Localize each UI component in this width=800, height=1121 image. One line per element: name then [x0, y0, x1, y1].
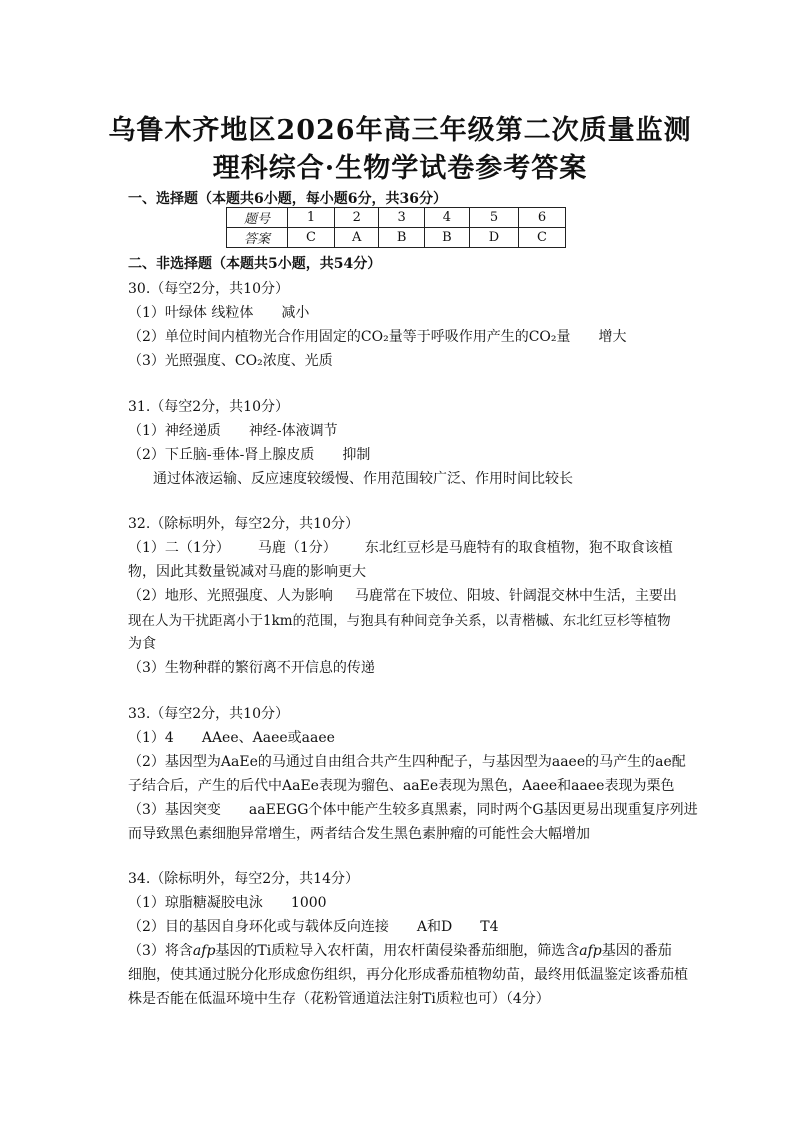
- table-row: [227, 228, 566, 248]
- table-cell: 6: [519, 208, 566, 228]
- q32-answer-1: [128, 537, 673, 557]
- answer-text: 马鹿（1分）: [257, 540, 337, 556]
- answer-text: （3）基因突变: [128, 802, 221, 818]
- answer-text: （2）目的基因自身环化或与载体反向连接: [128, 919, 389, 935]
- table-cell: A: [334, 228, 379, 248]
- answer-text: 东北红豆杉是马鹿特有的取食植物，狍不取食该植: [364, 540, 673, 556]
- q32-answer-1-cont: 物，因此其数量锐减对马鹿的影响更大: [128, 564, 366, 580]
- table-cell: 2: [334, 208, 379, 228]
- answer-text: 减小: [281, 305, 310, 321]
- q30-header: 30.（每空2分，共10分）: [128, 281, 289, 297]
- q34-answer-3-end: 株是否能在低温环境中生存（花粉管通道法注射Ti质粒也可）（4分）: [128, 991, 550, 1007]
- q33-answer-3-cont: 而导致黑色素细胞异常增生，两者结合发生黑色素肿瘤的可能性会大幅增加: [128, 826, 590, 842]
- q32-answer-3: （3）生物种群的繁衍离不开信息的传递: [128, 660, 375, 676]
- row-label-answer: 答案: [227, 228, 288, 248]
- q32-answer-2-cont: 现在人为干扰距离小于1km的范围，与狍具有种间竞争关系，以青楷槭、东北红豆杉等植物: [128, 613, 671, 629]
- answer-text: A和D: [416, 919, 453, 935]
- q32-answer-2: [128, 585, 677, 605]
- answer-text: aaEEGG个体中能产生较多真黑素，同时两个G基因更易出现重复序列进: [248, 802, 698, 818]
- answer-text: （2）下丘脑-垂体-肾上腺皮质: [128, 447, 315, 463]
- q33-answer-2-cont: 子结合后，产生的后代中AaEe表现为骝色、aaEe表现为黑色，Aaee和aaee表现为栗色: [128, 778, 675, 794]
- answer-text: （2）单位时间内植物光合作用固定的CO₂量等于呼吸作用产生的CO₂量: [128, 329, 571, 345]
- answer-text: 增大: [598, 329, 627, 345]
- table-cell: 4: [424, 208, 469, 228]
- q31-header: 31.（每空2分，共10分）: [128, 399, 289, 415]
- page-subtitle: 理科综合·生物学试卷参考答案: [212, 153, 588, 184]
- q34-answer-3: [128, 940, 672, 960]
- row-label-number: 题号: [227, 208, 288, 228]
- page-title: 乌鲁木齐地区2026年高三年级第二次质量监测: [108, 115, 692, 146]
- table-cell: C: [519, 228, 566, 248]
- q33-header: 33.（每空2分，共10分）: [128, 706, 289, 722]
- answer-text: （1）琼脂糖凝胶电泳: [128, 895, 263, 911]
- table-cell: B: [424, 228, 469, 248]
- section1-heading: 一、选择题（本题共6小题，每小题6分，共36分）: [128, 191, 447, 207]
- q34-answer-2: [128, 916, 499, 936]
- answer-text: 抑制: [342, 447, 371, 463]
- answer-text: （1）二（1分）: [128, 540, 230, 556]
- table-cell: 5: [470, 208, 519, 228]
- q30-answer-3: （3）光照强度、CO₂浓度、光质: [128, 353, 333, 369]
- q31-answer-3: 通过体液运输、反应速度较缓慢、作用范围较广泛、作用时间比较长: [153, 471, 573, 487]
- q33-answer-2: （2）基因型为AaEe的马通过自由组合共产生四种配子，与基因型为aaee的马产生的ae配: [128, 754, 686, 770]
- table-cell: C: [288, 228, 335, 248]
- choice-answer-table: [226, 207, 566, 248]
- q30-answer-1: [128, 302, 309, 322]
- q32-header: 32.（除标明外，每空2分，共10分）: [128, 516, 359, 532]
- q31-answer-2: [128, 444, 370, 464]
- q34-header: 34.（除标明外，每空2分，共14分）: [128, 871, 359, 887]
- table-cell: B: [379, 228, 424, 248]
- answer-text: 基因的Ti质粒导入农杆菌，用农杆菌侵染番茄细胞，筛选含: [215, 943, 580, 959]
- table-cell: 3: [379, 208, 424, 228]
- answer-text: （3）将含: [128, 943, 193, 959]
- table-cell: 1: [288, 208, 335, 228]
- answer-text: （1）4: [128, 730, 174, 746]
- gene-name-afp: afp: [579, 943, 602, 959]
- q34-answer-3-cont: 细胞，使其通过脱分化形成愈伤组织，再分化形成番茄植物幼苗，最终用低温鉴定该番茄植: [128, 967, 688, 983]
- q32-answer-2-end: 为食: [128, 636, 156, 652]
- q33-answer-1: [128, 727, 335, 747]
- answer-text: T4: [480, 919, 499, 935]
- section2-heading: 二、非选择题（本题共5小题，共54分）: [128, 256, 382, 272]
- gene-name-afp: afp: [192, 943, 216, 959]
- table-row: [227, 208, 566, 228]
- answer-text: （1）神经递质: [128, 423, 221, 439]
- answer-text: AAee、Aaee或aaee: [201, 730, 335, 746]
- answer-text: 1000: [290, 895, 327, 911]
- q33-answer-3: [128, 799, 698, 819]
- q34-answer-1: [128, 892, 327, 912]
- answer-text: 基因的番茄: [601, 943, 672, 959]
- q31-answer-1: [128, 420, 338, 440]
- q30-answer-2: [128, 326, 627, 346]
- answer-text: 马鹿常在下坡位、阳坡、针阔混交林中生活，主要出: [354, 588, 677, 604]
- answer-text: 神经-体液调节: [248, 423, 338, 439]
- answer-text: （2）地形、光照强度、人为影响: [128, 588, 333, 604]
- answer-text: （1）叶绿体 线粒体: [128, 305, 254, 321]
- table-cell: D: [470, 228, 519, 248]
